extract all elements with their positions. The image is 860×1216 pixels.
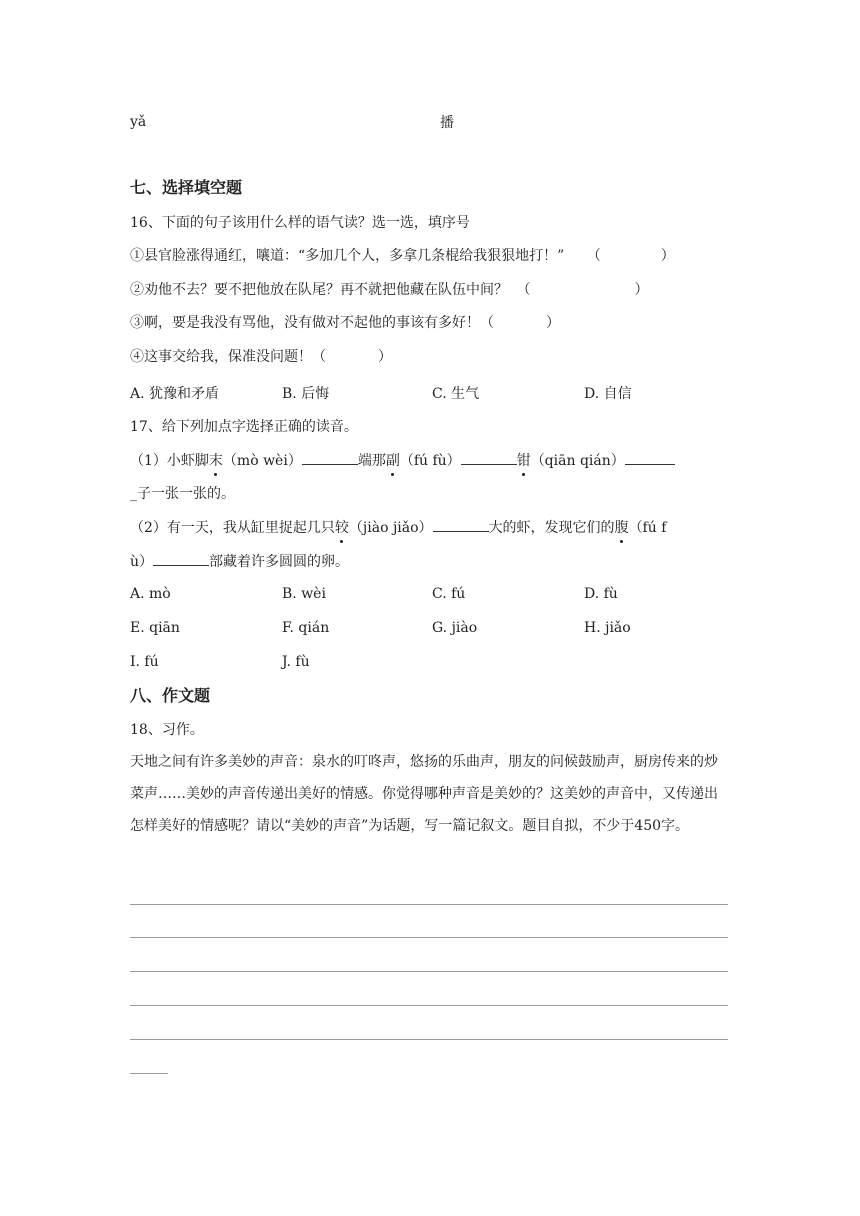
answer-line xyxy=(130,1005,728,1006)
q16-sentence-1 xyxy=(130,246,675,266)
q17-option-a[interactable]: A. mò xyxy=(130,586,171,602)
q17-line-2: _子一张一张的。 xyxy=(130,486,235,502)
q16-s2-text: ②劝他不去？要不把他放在队尾？再不就把他藏在队伍中间？ xyxy=(130,282,508,298)
q16-option-d[interactable]: D. 自信 xyxy=(584,386,632,402)
q16-s2-paren-close: ） xyxy=(634,282,649,298)
answer-line xyxy=(130,937,728,938)
q17-l4-pinyin: ù） xyxy=(130,554,154,570)
q16-option-c[interactable]: C. 生气 xyxy=(432,386,480,402)
q17-option-i[interactable]: I. fú xyxy=(130,654,159,670)
section-7-title: 七、选择填空题 xyxy=(130,178,243,197)
q17-line-3 xyxy=(130,517,666,538)
q17-line-4 xyxy=(130,551,349,572)
q16-s3-text: ③啊，要是我没有骂他，没有做对不起他的事该有多好！ xyxy=(130,315,480,331)
answer-line-short xyxy=(130,1073,168,1074)
q16-sentence-3 xyxy=(130,313,560,333)
q17-l1-pinyin-b: （fú fù） xyxy=(399,453,461,469)
q16-sentence-4 xyxy=(130,347,392,367)
q17-option-h[interactable]: H. jiǎo xyxy=(584,620,631,636)
q16-s1-paren-open: （ xyxy=(586,248,601,264)
q17-l1-text-b: 端那 xyxy=(357,453,386,469)
q16-s1-text: ①县官脸涨得通红，嚷道：“多加几个人，多拿几条棍给我狠狠地打！” xyxy=(130,248,565,264)
q17-blank-4[interactable] xyxy=(433,517,489,532)
q18-prompt: 天地之间有许多美妙的声音：泉水的叮咚声，悠扬的乐曲声，朋友的问候鼓励声，厨房传来的炒菜声……美妙的声音传递出美好的情感。你觉得哪种声音是美妙的？这美妙的声音中，又传递出怎样美好的情感呢？请以“美妙的声音”为话题，写一篇记叙文。题目自拟，不少于450字。 xyxy=(130,754,718,834)
q16-sentence-2 xyxy=(130,280,648,300)
answer-line xyxy=(130,971,728,972)
q16-s4-paren-close: ） xyxy=(378,349,392,365)
q17-l3-pinyin-b: （fú f xyxy=(628,520,667,536)
q16-option-a[interactable]: A. 犹豫和矛盾 xyxy=(130,386,220,402)
q17-dotted-char-fu: 副 xyxy=(385,453,400,469)
q17-blank-3[interactable] xyxy=(625,450,675,465)
q17-dotted-char-fu2: 腹 xyxy=(614,520,629,536)
pinyin-ya: yǎ xyxy=(130,114,147,130)
q16-s1-paren-close: ） xyxy=(660,248,675,264)
q18-stem: 18、习作。 xyxy=(130,722,204,738)
q17-option-g[interactable]: G. jiào xyxy=(432,620,478,636)
q17-option-b[interactable]: B. wèi xyxy=(282,586,326,602)
q17-option-c[interactable]: C. fú xyxy=(432,586,466,602)
q16-s3-paren-close: ） xyxy=(546,315,560,331)
q17-l3-pinyin-a: （jiào jiǎo） xyxy=(348,520,433,536)
q17-option-f[interactable]: F. qián xyxy=(282,620,330,636)
q17-blank-2[interactable] xyxy=(461,450,517,465)
q17-option-j[interactable]: J. fù xyxy=(282,654,310,670)
q17-l4-text: 部藏着许多圆圆的卵。 xyxy=(209,554,350,570)
q17-l1-text-a: （1）小虾脚 xyxy=(130,453,209,469)
q16-s2-paren-open: （ xyxy=(516,282,531,298)
q16-s3-paren-open: （ xyxy=(480,315,494,331)
q16-stem: 16、下面的句子该用什么样的语气读？选一选，填序号 xyxy=(130,215,470,231)
q16-s4-text: ④这事交给我，保准没问题！ xyxy=(130,349,312,365)
q17-blank-5[interactable] xyxy=(153,551,209,566)
q17-l3-text-a: （2）有一天，我从缸里捉起几只 xyxy=(130,520,335,536)
q17-l1-pinyin-c: （qiān qián） xyxy=(530,453,625,469)
answer-line xyxy=(130,1039,728,1040)
q16-option-b[interactable]: B. 后悔 xyxy=(282,386,330,402)
char-bo: 播 xyxy=(440,115,454,131)
q17-dotted-char-qian: 钳 xyxy=(516,453,531,469)
answer-line xyxy=(130,904,728,905)
q17-dotted-char-mo: 末 xyxy=(208,453,223,469)
q17-line-1 xyxy=(130,450,675,471)
q17-dotted-char-jiao: 较 xyxy=(334,520,349,536)
q16-s4-paren-open: （ xyxy=(312,349,326,365)
q17-option-e[interactable]: E. qiān xyxy=(130,620,180,636)
q17-blank-1[interactable] xyxy=(302,450,358,465)
section-8-title: 八、作文题 xyxy=(130,686,211,705)
q17-l3-text-b: 大的虾，发现它们的 xyxy=(488,520,615,536)
q17-option-d[interactable]: D. fù xyxy=(584,586,618,602)
q17-stem: 17、给下列加点字选择正确的读音。 xyxy=(130,419,358,435)
q17-l1-pinyin-a: （mò wèi） xyxy=(222,453,302,469)
